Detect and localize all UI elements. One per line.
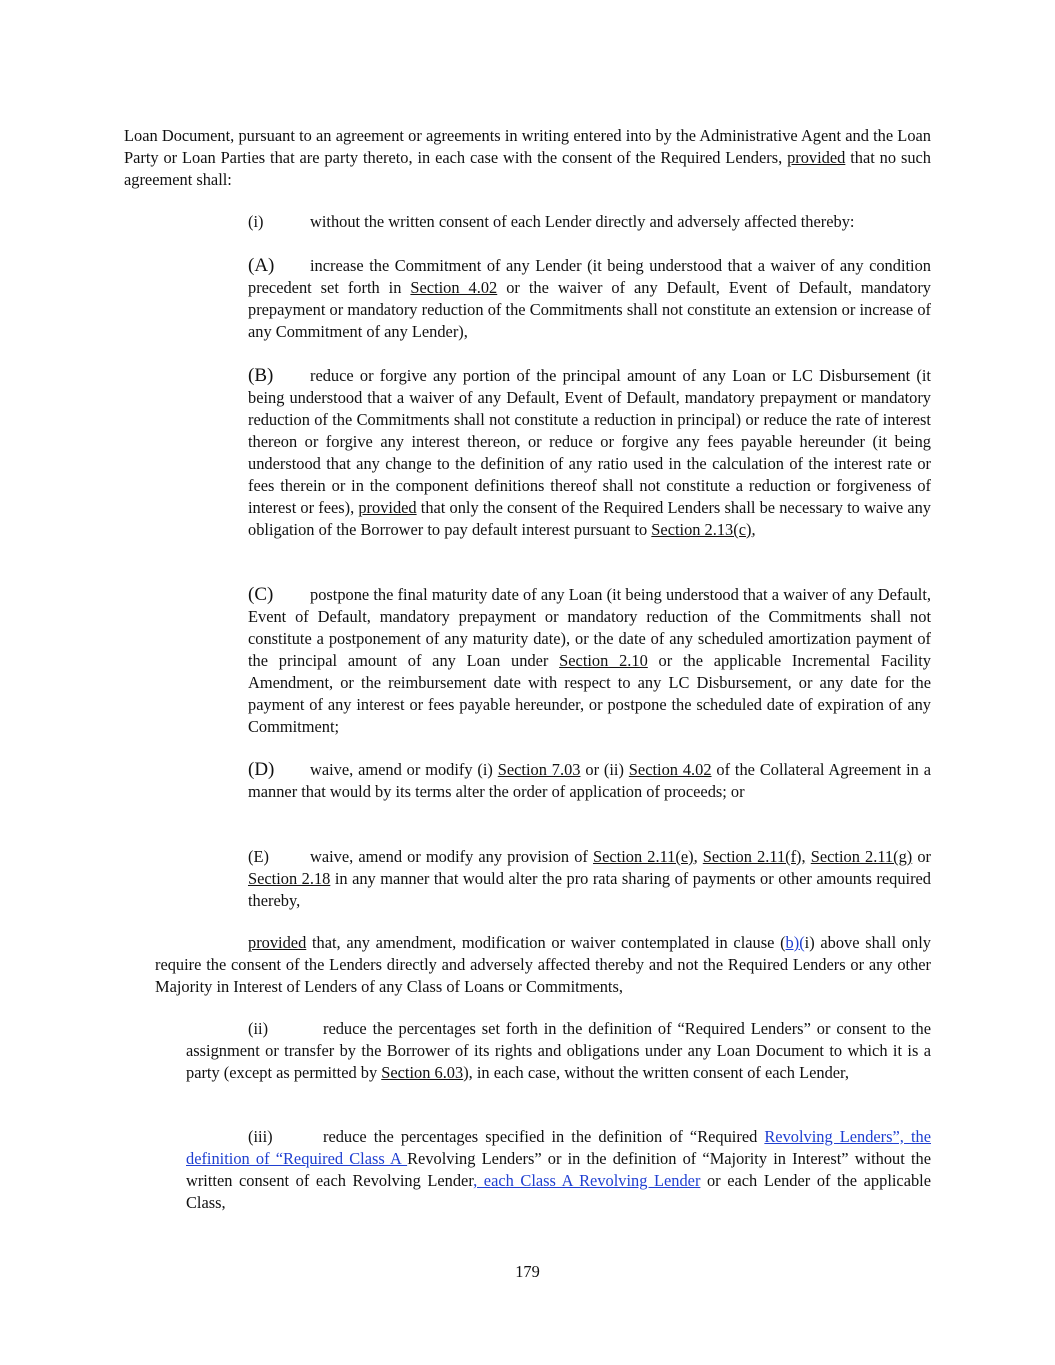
subclause-b: [248, 365, 931, 541]
subclause-text: waive, amend or modify any provision of: [310, 847, 593, 866]
subclause-marker: (A): [248, 255, 275, 276]
lead-paragraph: [124, 125, 931, 191]
clause-iii: [186, 1126, 931, 1214]
section-reference: Section 2.11(f),: [702, 847, 806, 866]
clause-number: (iii): [248, 1127, 273, 1146]
provided-term: provided: [248, 933, 307, 952]
provided-term: provided: [358, 498, 417, 517]
section-reference: Section 4.02: [410, 278, 498, 297]
section-reference: Section 4.02: [628, 760, 712, 779]
clause-number: (ii): [248, 1019, 269, 1038]
clause-text: without the written consent of each Lender directly and adversely affected thereby:: [310, 212, 855, 231]
subclause-text: increase the Commitment of any Lender (it being understood that a waiver of any condition precedent set forth in: [248, 256, 931, 297]
clause-ii: [186, 1018, 931, 1084]
proviso-text: that, any amendment, modification or waiver contemplated in clause (: [306, 933, 786, 952]
subclause-text: ,: [751, 520, 756, 539]
subclause-text: postpone the final maturity date of any Loan (it being understood that a waiver of any Default, Event of Default, mandatory prepayment or mandatory reduction of the Commitments shall not constitute a postponement of any maturity date), or the date of any scheduled amortization payment of the principal amount of any Loan under: [248, 585, 931, 670]
section-reference: Section 6.03: [381, 1063, 464, 1082]
subclause-marker: (C): [248, 584, 274, 605]
clause-link[interactable]: b)(: [785, 933, 805, 952]
inserted-text-link[interactable]: Revolving Lenders”, the definition of “Required Class A: [186, 1127, 931, 1168]
provided-term: provided: [787, 148, 846, 167]
section-reference: Section 2.11(g): [810, 847, 913, 866]
lead-text-end: that no such agreement shall:: [124, 148, 931, 189]
clause-text: reduce the percentages specified in the definition of “Required: [323, 1127, 765, 1146]
subclause-a: [248, 255, 931, 343]
subclause-text: that only the consent of the Required Lenders shall be necessary to waive any obligation of the Borrower to pay default interest pursuant to: [248, 498, 931, 539]
subclause-text: or the applicable Incremental Facility Amendment, or the reimbursement date with respect to any LC Disbursement, or any date for the payment of any interest or fees payable hereunder, or postpone the scheduled date of expiration of any Commitment;: [248, 651, 931, 736]
section-reference: Section 2.18: [248, 869, 331, 888]
subclause-d: [248, 759, 931, 803]
section-reference: Section 2.11(e): [593, 847, 694, 866]
page-number: 179: [515, 1262, 540, 1281]
proviso-paragraph: [155, 932, 931, 998]
subclause-text: or the waiver of any Default, Event of Default, mandatory prepayment or mandatory reduction of the Commitments shall not constitute an extension or increase of any Commitment of any Lender),: [248, 278, 931, 341]
subclause-text: waive, amend or modify (i): [310, 760, 498, 779]
subclause-text: ,: [693, 847, 703, 866]
section-reference: Section 2.13(c): [651, 520, 752, 539]
subclause-marker: (B): [248, 365, 274, 386]
clause-text: or each Lender of the applicable Class,: [186, 1171, 932, 1212]
clause-text: Revolving Lenders” or in the definition of “Majority in Interest” without the written consent of each Revolving Lender: [186, 1149, 931, 1190]
clause-text: ), in each case, without the written consent of each Lender,: [463, 1063, 849, 1082]
clause-i: [248, 211, 931, 233]
section-reference: Section 7.03: [497, 760, 581, 779]
proviso-text: i) above shall only require the consent of the Lenders directly and adversely affected thereby and not the Required Lenders or any other Majority in Interest of Lenders of any Class of Loans or Commitments,: [155, 933, 931, 996]
subclause-text: of the Collateral Agreement in a manner that would by its terms alter the order of application of proceeds; or: [248, 760, 932, 801]
subclause-text: or (ii): [580, 760, 629, 779]
lead-text: Loan Document, pursuant to an agreement or agreements in writing entered into by the Administrative Agent and the Loan Party or Loan Parties that are party thereto, in each case with the consent of the Required Lenders,: [124, 126, 931, 167]
subclause-e: [248, 846, 931, 912]
section-reference: Section 2.10: [559, 651, 648, 670]
clause-text: reduce the percentages set forth in the definition of “Required Lenders” or consent to the assignment or transfer by the Borrower of its rights and obligations under any Loan Document to which it is a party (except as permitted by: [186, 1019, 931, 1082]
subclause-c: [248, 584, 931, 738]
subclause-marker: (E): [248, 847, 269, 866]
subclause-text: or: [912, 847, 931, 866]
subclause-text: reduce or forgive any portion of the principal amount of any Loan or LC Disbursement (it being understood that a waiver of any Default, Event of Default, mandatory prepayment or mandatory reduction of the Commitments shall not constitute a reduction in principal) or reduce the rate of interest thereon or forgive any interest thereon, or reduce or forgive any fees payable hereunder (it being understood that any change to the definition of any ratio used in the calculation of the interest rate or fees therein or in the component definitions thereof shall not constitute a reduction or forgiveness of interest or fees),: [248, 366, 931, 517]
inserted-text-link[interactable]: , each Class A Revolving Lender: [473, 1171, 701, 1190]
clause-number: (i): [248, 212, 264, 231]
subclause-text: in any manner that would alter the pro rata sharing of payments or other amounts required thereby,: [248, 869, 931, 910]
subclause-marker: (D): [248, 759, 275, 780]
